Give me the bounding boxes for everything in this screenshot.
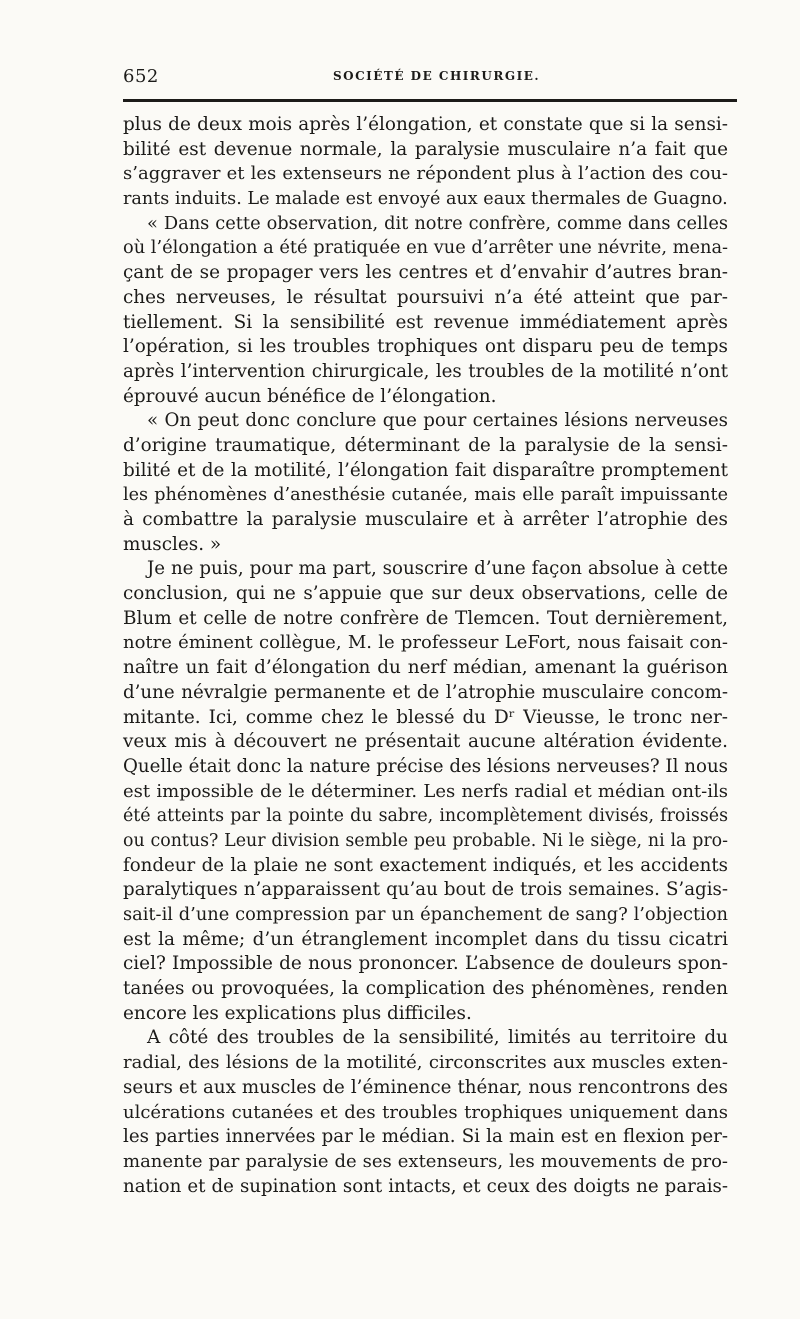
- text-line: d’origine traumatique, déterminant de la paralysie de la sensi-: [123, 434, 728, 456]
- text-line: notre éminent collègue, M. le professeur LeFort, nous faisait con-: [123, 632, 728, 654]
- text-line: est impossible de le déterminer. Les nerfs radial et médian ont-ils: [123, 780, 728, 802]
- text-line: muscles. »: [123, 533, 222, 555]
- text-line: Blum et celle de notre confrère de Tlemcen. Tout dernièrement,: [123, 607, 728, 629]
- text-line: plus de deux mois après l’élongation, et constate que si la sensi-: [123, 114, 728, 135]
- text-line: A côté des troubles de la sensibilité, limités au territoire du: [147, 1027, 728, 1049]
- text-line: est la même; d’un étranglement incomplet dans du tissu cicatri: [123, 928, 728, 950]
- body-text: [123, 113, 728, 1199]
- text-line: à combattre la paralysie musculaire et à arrêter l’atrophie des: [123, 509, 728, 530]
- text-line: radial, des lésions de la motilité, circonscrites aux muscles exten-: [123, 1052, 728, 1074]
- header-rule: [123, 99, 737, 102]
- text-line: « Dans cette observation, dit notre confrère, comme dans celles: [147, 212, 728, 234]
- text-line: veux mis à découvert ne présentait aucune altération évidente.: [123, 731, 728, 753]
- text-line: manente par paralysie de ses extenseurs, les mouvements de pro-: [123, 1150, 728, 1172]
- text-line: ou contus? Leur division semble peu probable. Ni le siège, ni la pro-: [123, 830, 728, 851]
- text-line: ulcérations cutanées et des troubles trophiques uniquement dans: [123, 1101, 728, 1123]
- text-line: où l’élongation a été pratiquée en vue d’arrêter une névrite, mena-: [123, 237, 729, 259]
- text-line: naître un fait d’élongation du nerf médian, amenant la guérison: [123, 657, 728, 679]
- text-line: tiellement. Si la sensibilité est revenue immédiatement après: [123, 311, 728, 333]
- text-line: été atteints par la pointe du sabre, incomplètement divisés, froissés: [123, 806, 728, 827]
- text-line: les phénomènes d’anesthésie cutanée, mais elle paraît impuissante: [123, 485, 728, 506]
- text-line: d’une névralgie permanente et de l’atrophie musculaire concom-: [123, 681, 728, 703]
- text-line: ches nerveuses, le résultat poursuivi n’a été atteint que par-: [123, 286, 728, 308]
- text-line: les parties innervées par le médian. Si la main est en flexion per-: [123, 1126, 728, 1148]
- text-line: fondeur de la plaie ne sont exactement indiqués, et les accidents: [123, 854, 728, 876]
- text-line: paralytiques n’apparaissent qu’au bout de trois semaines. S’agis-: [123, 879, 728, 901]
- text-line: seurs et aux muscles de l’éminence thénar, nous rencontrons des: [123, 1076, 728, 1098]
- text-line: après l’intervention chirurgicale, les troubles de la motilité n’ont: [123, 360, 728, 382]
- text-line: éprouvé aucun bénéfice de l’élongation.: [123, 385, 497, 407]
- text-line: ciel? Impossible de nous prononcer. L’absence de douleurs spon-: [123, 953, 728, 975]
- text-line: mitante. Ici, comme chez le blessé du Dʳ Vieusse, le tronc ner-: [123, 706, 728, 728]
- text-line: s’aggraver et les extenseurs ne répondent plus à l’action des cou-: [123, 163, 728, 185]
- text-line: encore les explications plus difficiles.: [123, 1002, 472, 1024]
- text-line: l’opération, si les troubles trophiques ont disparu peu de temps: [123, 336, 728, 358]
- text-line: nation et de supination sont intacts, et ceux des doigts ne parais-: [123, 1175, 728, 1197]
- text-line: tanées ou provoquées, la complication des phénomènes, renden: [123, 978, 728, 1000]
- text-line: sait-il d’une compression par un épanchement de sang? l’objection: [123, 904, 728, 925]
- text-line: bilité et de la motilité, l’élongation fait disparaître promptement: [123, 459, 728, 481]
- text-line: « On peut donc conclure que pour certaines lésions nerveuses: [147, 410, 728, 432]
- text-line: Je ne puis, pour ma part, souscrire d’une façon absolue à cette: [147, 558, 728, 580]
- text-line: conclusion, qui ne s’appuie que sur deux observations, celle de: [123, 583, 728, 605]
- text-line: Quelle était donc la nature précise des lésions nerveuses? Il nous: [123, 755, 728, 777]
- running-header: [123, 66, 728, 94]
- text-line: bilité est devenue normale, la paralysie musculaire n’a fait que: [123, 138, 728, 160]
- text-line: rants induits. Le malade est envoyé aux eaux thermales de Guagno.: [123, 189, 728, 210]
- text-line: çant de se propager vers les centres et d’envahir d’autres bran-: [123, 262, 728, 284]
- running-title: SOCIÉTÉ DE CHIRURGIE.: [333, 69, 541, 83]
- page-number: 652: [123, 66, 159, 87]
